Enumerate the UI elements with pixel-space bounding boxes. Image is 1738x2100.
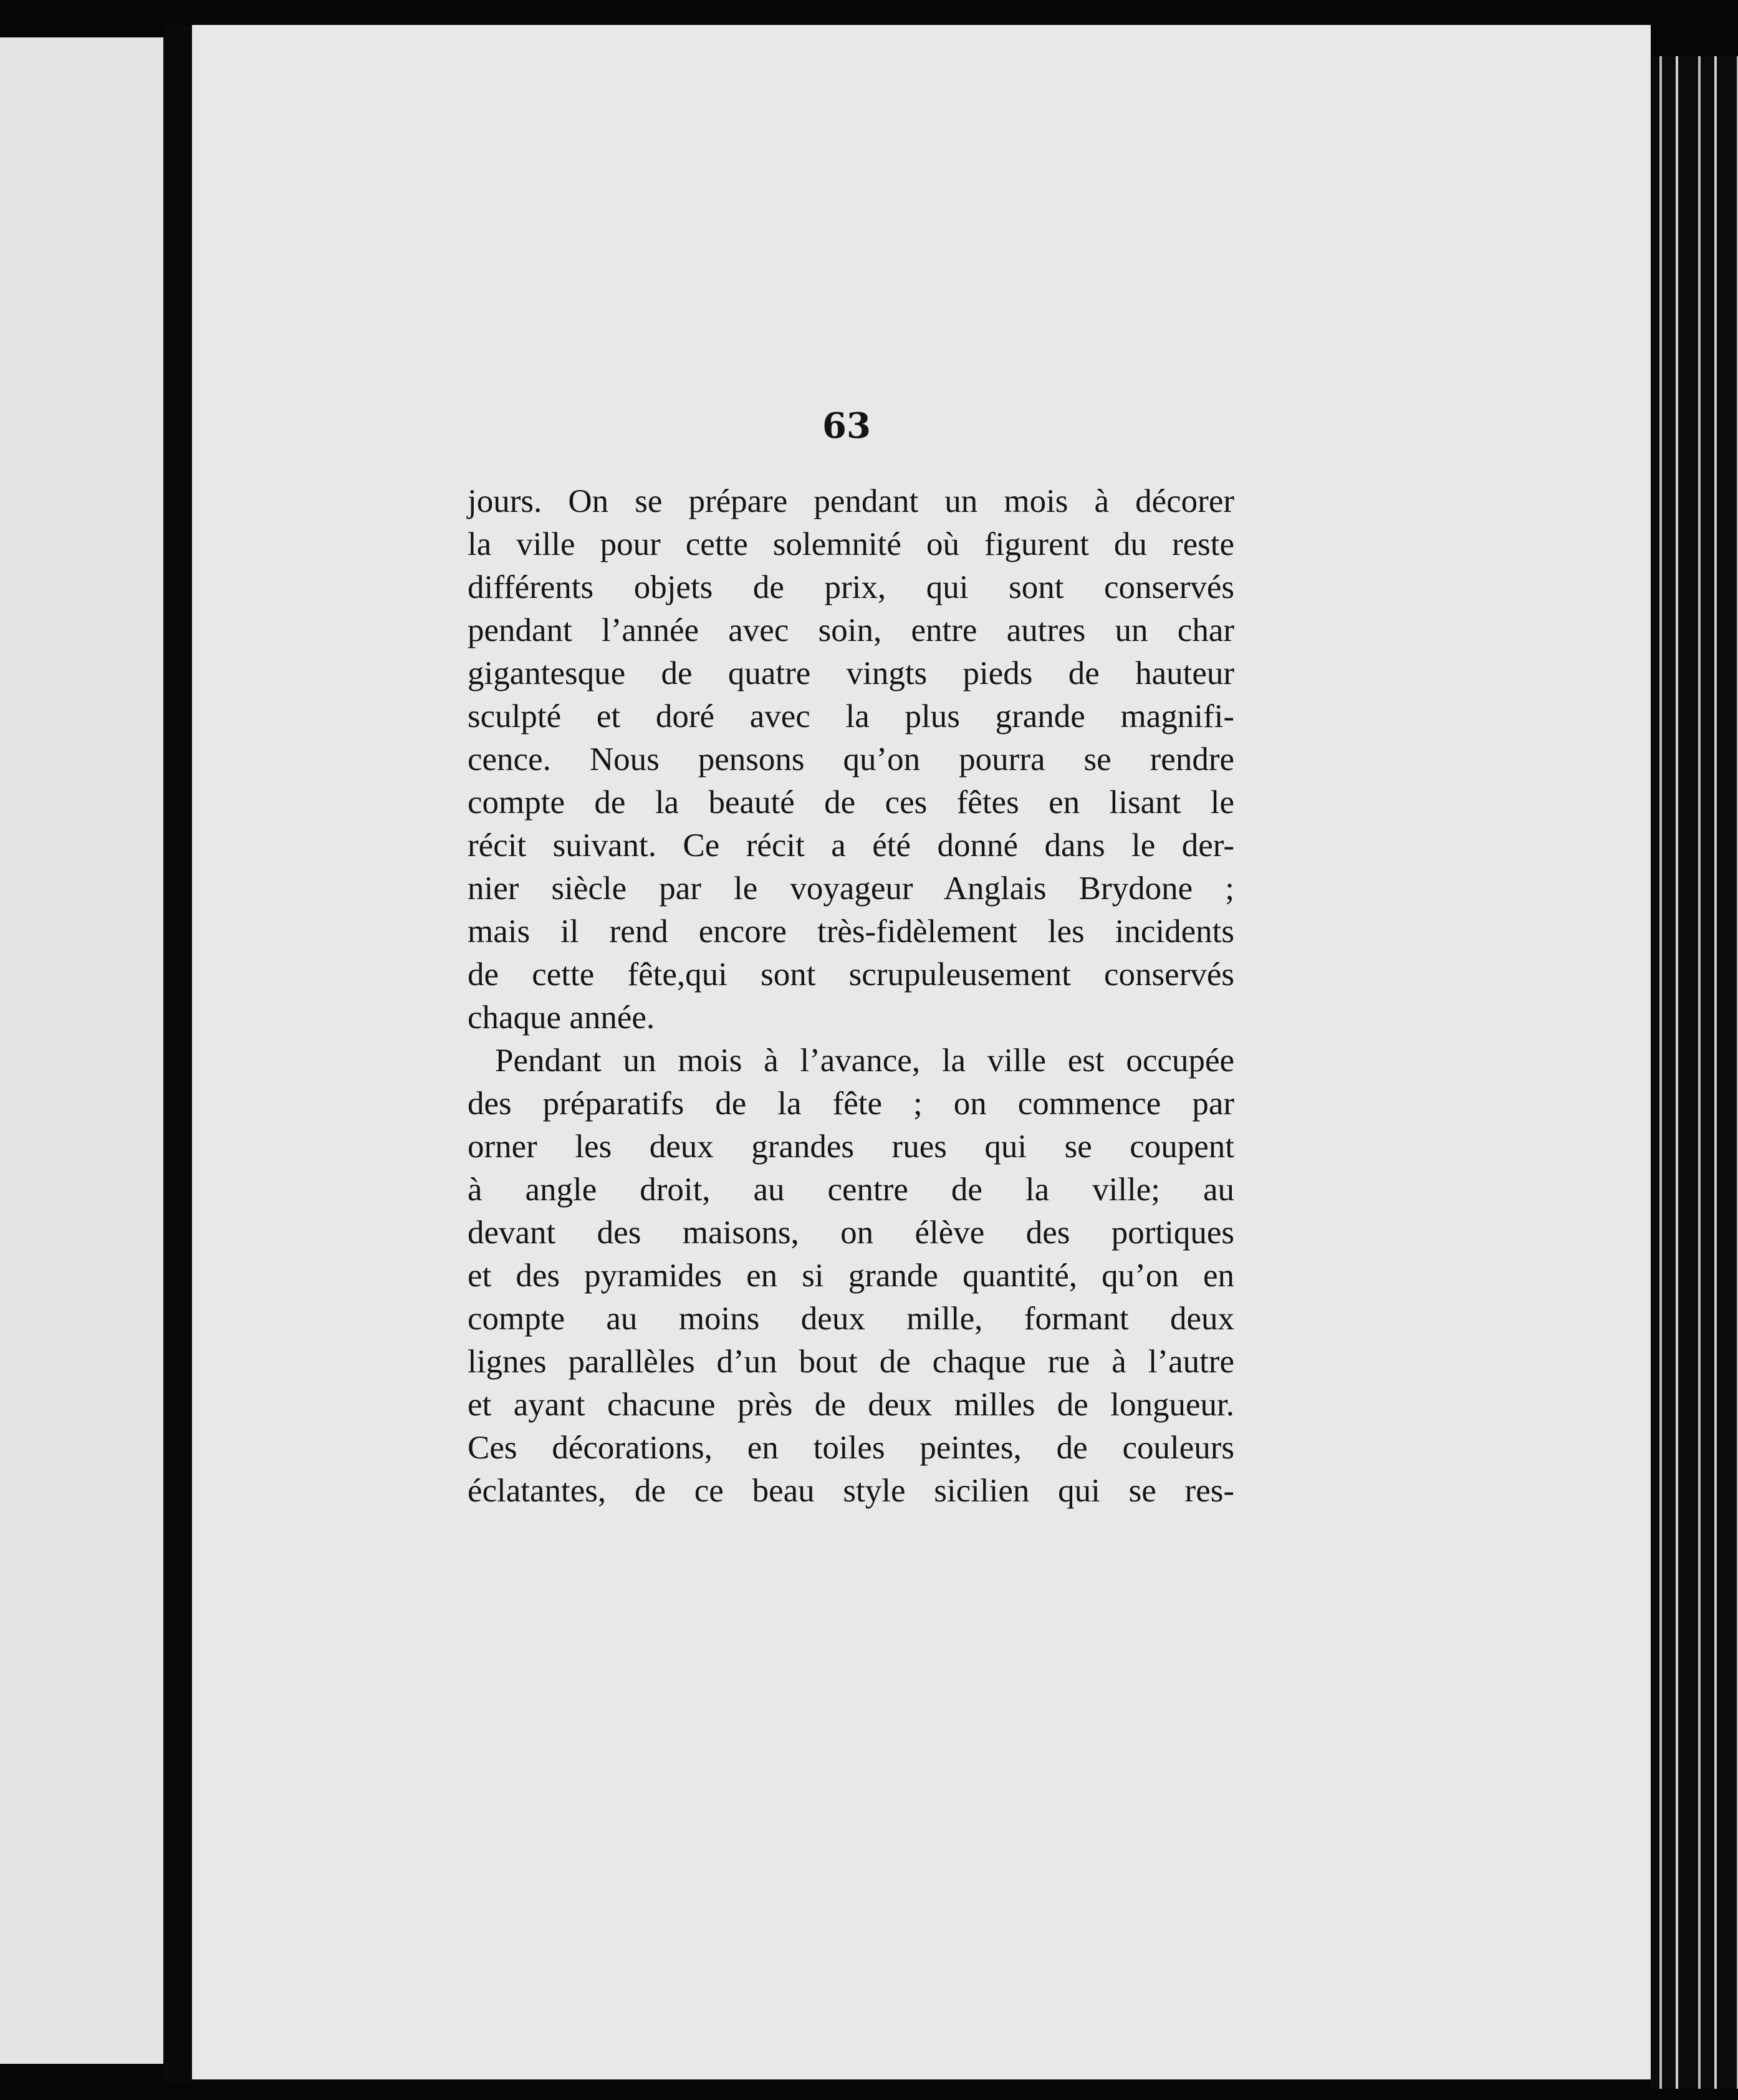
page-number: 63: [822, 405, 871, 446]
text-line: compte de la beauté de ces fêtes en lisant le: [468, 784, 1234, 821]
paragraph-1: [468, 480, 1234, 1039]
text-line: jours. On se prépare pendant un mois à décorer: [468, 483, 1234, 519]
page-edges: [1651, 56, 1738, 2089]
text-line: cence. Nous pensons qu’on pourra se rendre: [468, 741, 1234, 778]
text-line: la ville pour cette solemnité où figurent du reste: [468, 526, 1234, 562]
text-line: pendant l’année avec soin, entre autres un char: [468, 612, 1234, 648]
text-line: mais il rend encore très-fidèlement les incidents: [468, 913, 1234, 950]
text-line: compte au moins deux mille, formant deux: [468, 1301, 1234, 1337]
text-line: sculpté et doré avec la plus grande magnifi-: [468, 698, 1234, 735]
text-line: à angle droit, au centre de la ville; au: [468, 1172, 1234, 1208]
text-line: chaque année.: [468, 999, 655, 1036]
text-line: récit suivant. Ce récit a été donné dans le der-: [468, 827, 1234, 864]
text-line: nier siècle par le voyageur Anglais Brydone ;: [468, 870, 1234, 907]
text-line: orner les deux grandes rues qui se coupent: [468, 1129, 1234, 1165]
text-line: de cette fête,qui sont scrupuleusement conservés: [468, 956, 1234, 993]
body-text: [468, 480, 1234, 1513]
text-line: différents objets de prix, qui sont conservés: [468, 569, 1234, 605]
text-line: des préparatifs de la fête ; on commence par: [468, 1086, 1234, 1122]
text-line: lignes parallèles d’un bout de chaque rue à l’autre: [468, 1344, 1234, 1380]
text-line: devant des maisons, on élève des portiques: [468, 1215, 1234, 1251]
text-line: gigantesque de quatre vingts pieds de hauteur: [468, 655, 1234, 691]
book-spine-gutter: [163, 25, 192, 2083]
text-line: et des pyramides en si grande quantité, qu’on en: [468, 1258, 1234, 1294]
text-line: éclatantes, de ce beau style sicilien qui se res-: [468, 1473, 1234, 1509]
facing-page-edge: [0, 37, 163, 2064]
text-line: Pendant un mois à l’avance, la ville est occupée: [495, 1043, 1234, 1079]
text-line: Ces décorations, en toiles peintes, de couleurs: [468, 1430, 1234, 1466]
paragraph-2: [468, 1039, 1234, 1513]
text-line: et ayant chacune près de deux milles de longueur.: [468, 1387, 1234, 1423]
